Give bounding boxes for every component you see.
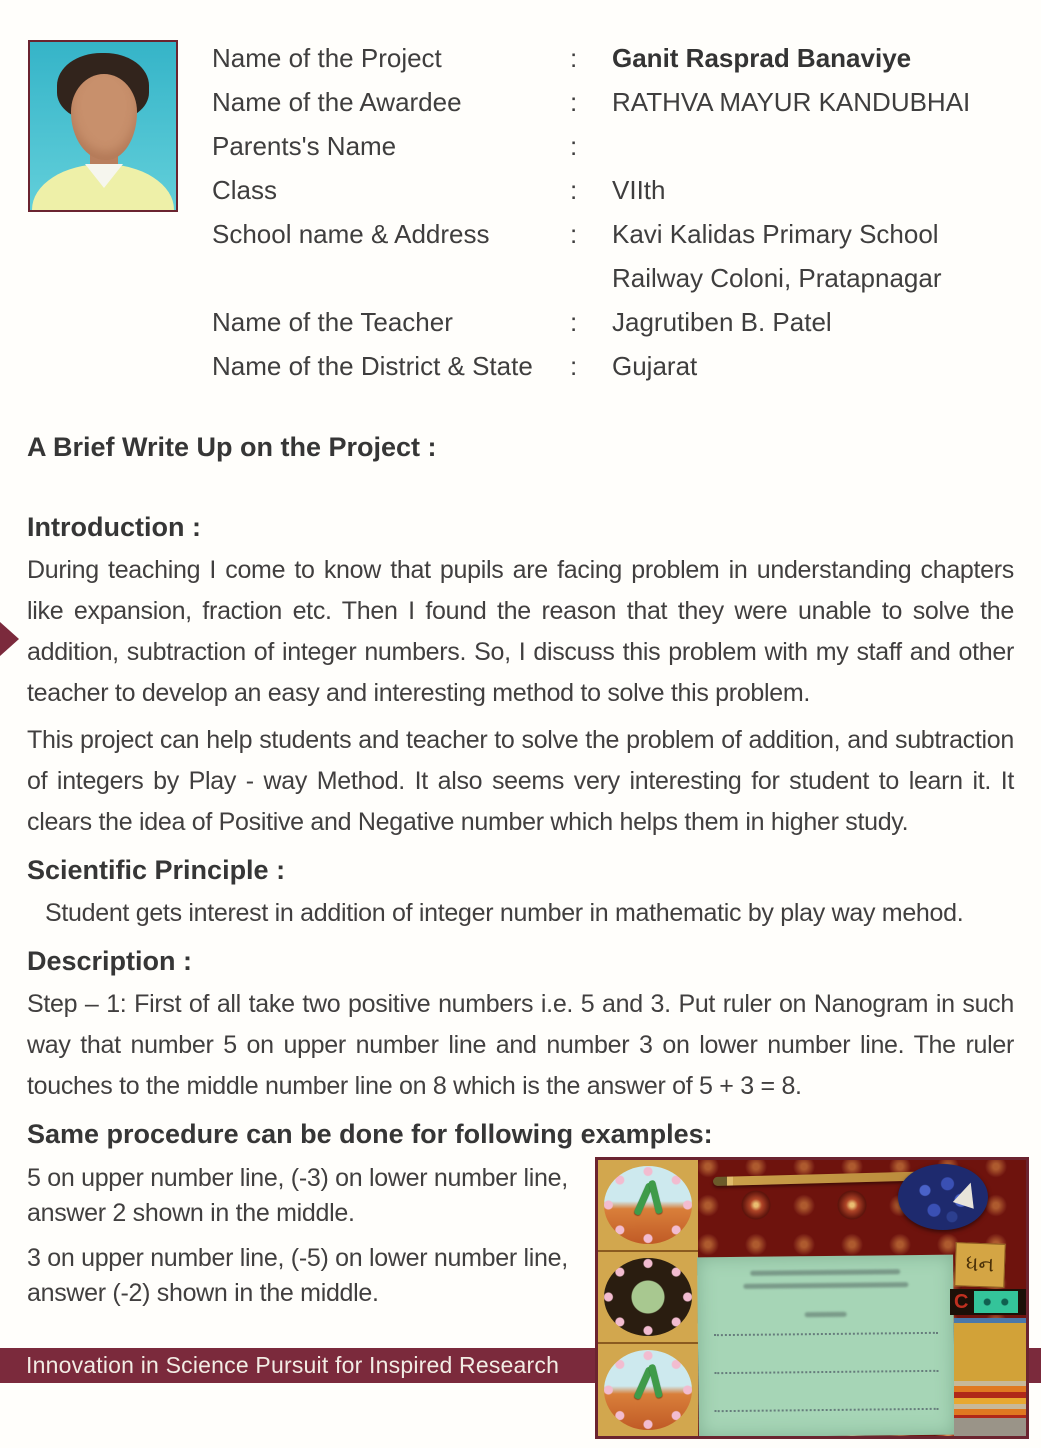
field-row (212, 300, 1018, 344)
mustard-card (954, 1318, 1026, 1383)
brief-writeup-heading: A Brief Write Up on the Project : (27, 432, 437, 462)
gujarati-word (805, 1312, 847, 1317)
field-colon: : (570, 42, 578, 73)
decorated-oval-face-3 (604, 1350, 692, 1430)
project-photo (595, 1157, 1029, 1439)
striped-card (954, 1381, 1026, 1418)
gujarati-title-line (743, 1282, 908, 1289)
introduction-paragraph-1: During teaching I come to know that pupils are facing problem in understanding chapters like expansion, fraction etc. Then I found the reason that they were unable to solve the addition, subtraction of integer numbers. So, I discuss this problem with my staff and other teacher to develop an easy and interesting method to solve this problem. (27, 556, 1014, 707)
field-value-school-address: Railway Coloni, Pratapnagar (612, 262, 942, 293)
example-item-1: 5 on upper number line, (-3) on lower number line, answer 2 shown in the middle. (27, 1164, 568, 1227)
decorated-box-3 (598, 1344, 698, 1438)
example-item-2: 3 on upper number line, (-5) on lower number line, answer (-2) shown in the middle. (27, 1244, 568, 1307)
letter-c: C (954, 1290, 969, 1313)
field-row (212, 344, 1018, 388)
nanogram-green-sheet (697, 1255, 955, 1438)
field-label: Parents's Name (212, 130, 397, 161)
field-row (212, 168, 1018, 212)
field-label: School name & Address (212, 218, 490, 249)
lower-number-line (715, 1408, 939, 1412)
examples-list (27, 1161, 597, 1311)
field-colon: : (570, 174, 578, 205)
field-value-teacher: Jagrutiben B. Patel (612, 306, 832, 337)
field-value-school: Kavi Kalidas Primary School (612, 218, 939, 249)
green-pointer (648, 1364, 663, 1399)
decorated-oval-face-2 (604, 1258, 692, 1336)
decorated-box-2 (598, 1252, 698, 1344)
field-row (212, 124, 1018, 168)
letter-strip (950, 1289, 1026, 1315)
student-info-fields (212, 36, 1018, 388)
inspire-banner-text: Innovation in Science Pursuit for Inspired Research (26, 1352, 560, 1378)
field-value-project-name: Ganit Rasprad Banaviye (612, 42, 912, 73)
green-pointer (648, 1180, 663, 1215)
scientific-principle-heading: Scientific Principle : (27, 855, 286, 885)
field-row (212, 212, 1018, 256)
field-label: Name of the Awardee (212, 86, 462, 117)
field-colon: : (570, 218, 578, 249)
field-value-class: VIIth (612, 174, 666, 205)
field-colon: : (570, 350, 578, 381)
field-colon: : (570, 86, 578, 117)
field-value-awardee: RATHVA MAYUR KANDUBHAI (612, 86, 971, 117)
grey-strip (954, 1418, 1026, 1436)
field-row (212, 36, 1018, 80)
student-photo (28, 40, 178, 212)
description-heading: Description : (27, 946, 193, 976)
student-collar (85, 164, 123, 188)
decorated-box-1 (598, 1160, 698, 1252)
introduction-heading: Introduction : (27, 512, 201, 542)
field-value-district-state: Gujarat (612, 350, 698, 381)
field-label: Name of the Project (212, 42, 442, 73)
field-row (212, 256, 1018, 300)
middle-number-line (714, 1370, 938, 1374)
decorated-oval-face-1 (604, 1166, 692, 1244)
field-row (212, 80, 1018, 124)
description-step-1: Step – 1: First of all take two positive numbers i.e. 5 and 3. Put ruler on Nanogram in such way that number 5 on upper number line and number 3 on lower number line. The ruler touches to the middle number line on 8 which is the answer of 5 + 3 = 8. (27, 990, 1014, 1100)
teal-chip (974, 1291, 1018, 1313)
field-colon: : (570, 130, 578, 161)
gujarati-title-line (750, 1269, 900, 1276)
examples-heading: Same procedure can be done for following examples: (27, 1119, 713, 1149)
field-label: Name of the Teacher (212, 306, 453, 337)
scientific-principle-text: Student gets interest in addition of integer number in mathematic by play way mehod. (45, 899, 964, 927)
dhan-card: ધન (954, 1242, 1006, 1288)
field-label: Class (212, 174, 278, 205)
field-colon: : (570, 306, 578, 337)
student-face (71, 74, 137, 160)
field-label: Name of the District & State (212, 350, 533, 381)
introduction-paragraph-2: This project can help students and teacher to solve the problem of addition, and subtraction of integers by Play - way Method. It also seems very interesting for student to learn it. It clears the idea of Positive and Negative number which helps them in higher study. (27, 726, 1014, 836)
upper-number-line (714, 1332, 938, 1336)
